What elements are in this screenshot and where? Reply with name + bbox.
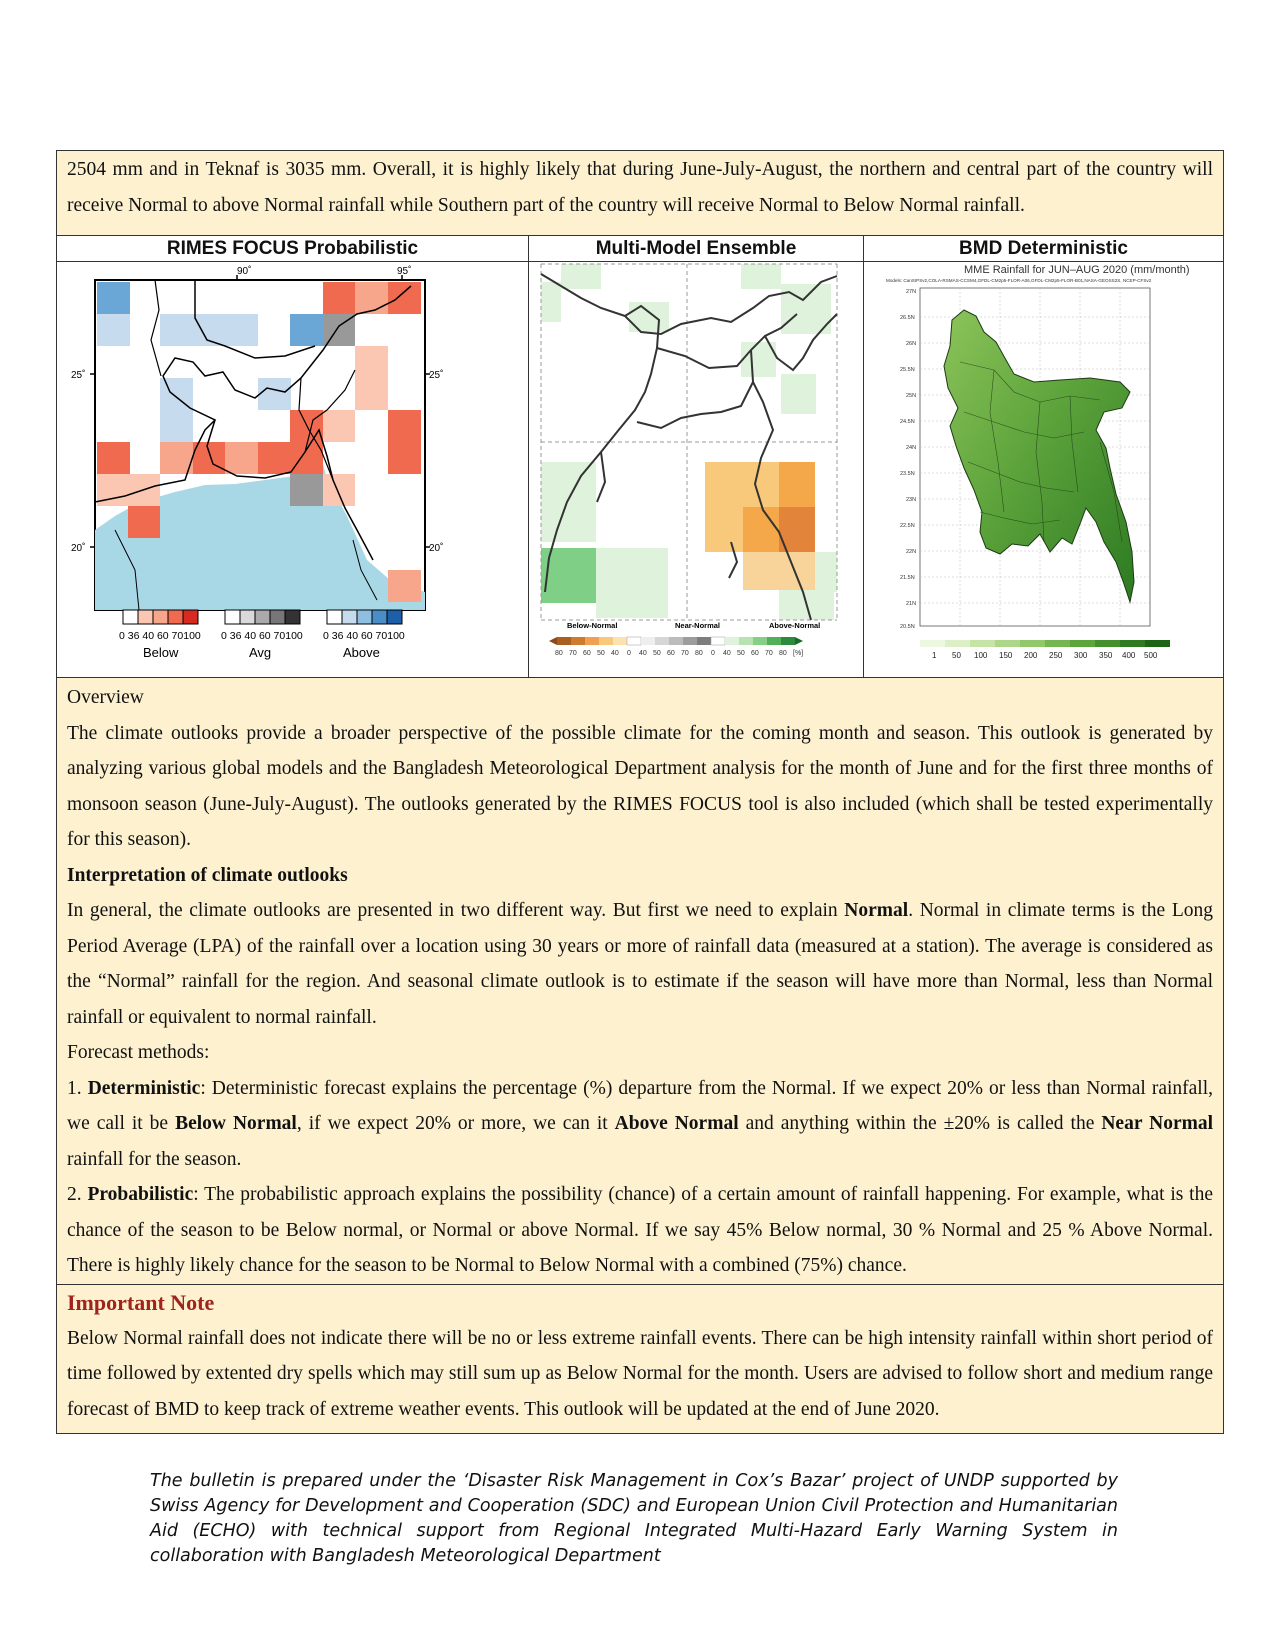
- mme-tick-4: 40: [611, 650, 619, 657]
- interpretation-heading: Interpretation of climate outlooks: [67, 864, 348, 886]
- footer-credits: The bulletin is prepared under the ‘Disaster Risk Management in Cox’s Bazar’ project of UNDP supported by Swiss Agency for Development and Cooperation (SDC) and European Union Civil Protection and Humanitarian Aid (ECHO) with technical support from Regional Integrated Multi-Hazard Early Warning System in collaboration with Bangladesh Meteorological Department: [150, 1471, 1118, 1566]
- bmd-lat-0: 27N: [906, 289, 917, 295]
- rimes-lon-label-90: 90˚: [237, 266, 252, 277]
- bmd-panel: [864, 236, 1223, 677]
- explanation-section: [57, 678, 1223, 1285]
- bmd-chart-title: MME Rainfall for JUN–AUG 2020 (mm/month): [964, 264, 1190, 276]
- bmd-title: BMD Deterministic: [864, 236, 1223, 262]
- mme-tick-11: 0: [711, 650, 715, 657]
- bmd-lat-6: 24N: [906, 445, 917, 451]
- mme-tick-17: [%]: [793, 650, 804, 657]
- rimes-lat-label-20-left: 20˚: [71, 543, 86, 554]
- rimes-legend-avg: Avg: [249, 645, 272, 660]
- interpretation-text: In general, the climate outlooks are presented in two different way. But first we need to explain Normal. Normal in climate terms is the Long Period Average (LPA) of the rainfall over a location using 30 years or more of rainfall data (measured at a station). The average is considered as the “Normal” rainfall for the region. And seasonal climate outlook is to estimate if the season will have more than Normal, less than Normal rainfall or equivalent to normal rainfall.: [67, 900, 1214, 1028]
- rimes-legend-ticks-avg: 0 36 40 60 70100: [221, 630, 303, 642]
- bmd-lat-1: 26.5N: [900, 315, 915, 321]
- bmd-tick-7: 350: [1099, 651, 1113, 660]
- bmd-lat-9: 22.5N: [900, 523, 915, 529]
- rimes-legend-ticks-above: 0 36 40 60 70100: [323, 630, 405, 642]
- mme-tick-10: 80: [695, 650, 703, 657]
- mme-tick-13: 50: [737, 650, 745, 657]
- mme-tick-9: 70: [681, 650, 689, 657]
- important-note-text: Below Normal rainfall does not indicate there will be no or less extreme rainfall events. There can be high intensity rainfall within short period of time followed by extented dry spells which may still sum up as Below Normal for the month. Users are advised to follow short and medium range forecast of BMD to keep track of extreme weather events. This outlook will be updated at the end of June 2020.: [67, 1327, 1213, 1420]
- rimes-legend: [119, 610, 405, 660]
- bmd-tick-1: 50: [952, 651, 961, 660]
- bmd-lat-13: 20.5N: [900, 624, 915, 630]
- mme-title: Multi-Model Ensemble: [529, 236, 863, 262]
- bmd-tick-4: 200: [1024, 651, 1038, 660]
- rimes-map: [57, 262, 527, 677]
- bmd-lat-8: 23N: [906, 497, 917, 503]
- mme-tick-7: 50: [653, 650, 661, 657]
- mme-tick-12: 40: [723, 650, 731, 657]
- bmd-lat-10: 22N: [906, 549, 917, 555]
- mme-tick-15: 70: [765, 650, 773, 657]
- mme-tick-16: 80: [779, 650, 787, 657]
- mme-tick-5: 0: [627, 650, 631, 657]
- bmd-tick-6: 300: [1074, 651, 1088, 660]
- important-note-section: [57, 1285, 1223, 1434]
- rimes-lon-label-95: 95˚: [397, 266, 412, 277]
- intro-text: 2504 mm and in Teknaf is 3035 mm. Overall, it is highly likely that during June-July-August, the northern and central part of the country will receive Normal to above Normal rainfall while Southern part of the country will receive Normal to Below Normal rainfall.: [67, 159, 1213, 216]
- bmd-lat-5: 24.5N: [900, 419, 915, 425]
- mme-tick-14: 60: [751, 650, 759, 657]
- methods-heading: Forecast methods:: [67, 1042, 210, 1063]
- mme-panel: [529, 236, 864, 677]
- bmd-tick-2: 100: [974, 651, 988, 660]
- mme-tick-8: 60: [667, 650, 675, 657]
- bmd-lat-4: 25N: [906, 393, 917, 399]
- important-note-heading: Important Note: [67, 1289, 215, 1315]
- overview-heading: Overview: [67, 687, 144, 708]
- method-deterministic: 1. Deterministic: Deterministic forecast explains the percentage (%) departure from the Normal. If we expect 20% or less than Normal rainfall, we call it be Below Normal, if we expect 20% or more, we can it Above Normal and anything within the ±20% is called the Near Normal rainfall for the season.: [67, 1077, 1214, 1170]
- rimes-legend-below: Below: [143, 645, 179, 660]
- rimes-panel: [57, 236, 529, 677]
- bmd-tick-8: 400: [1122, 651, 1136, 660]
- mme-legend-above: Above-Normal: [769, 621, 821, 630]
- bmd-lat-2: 26N: [906, 341, 917, 347]
- mme-tick-6: 40: [639, 650, 647, 657]
- mme-legend: [549, 621, 820, 657]
- rimes-legend-ticks-below: 0 36 40 60 70100: [119, 630, 201, 642]
- mme-legend-near: Near-Normal: [675, 621, 721, 630]
- rimes-lat-label-25-left: 25˚: [71, 370, 86, 381]
- bmd-lat-3: 25.5N: [900, 367, 915, 373]
- rimes-lat-label-25-right: 25˚: [429, 370, 444, 381]
- overview-text: The climate outlooks provide a broader perspective of the possible climate for the coming month and season. This outlook is generated by analyzing various global models and the Bangladesh Meteorological Department analysis for the month of June and for the first three months of monsoon season (June-July-August). The outlooks generated by the RIMES FOCUS tool is also included (which shall be tested experimentally for this season).: [67, 722, 1213, 850]
- bmd-tick-0: 1: [932, 651, 937, 660]
- bmd-lat-12: 21N: [906, 601, 917, 607]
- mme-tick-3: 50: [597, 650, 605, 657]
- bmd-lat-11: 21.5N: [900, 575, 915, 581]
- bmd-tick-9: 500: [1144, 651, 1158, 660]
- bulletin-frame: [56, 150, 1224, 1434]
- mme-map: [529, 262, 862, 677]
- bmd-tick-3: 150: [999, 651, 1013, 660]
- mme-tick-0: 80: [555, 650, 563, 657]
- rimes-legend-above: Above: [343, 645, 380, 660]
- bmd-models-line: Models: CanSIPSv2,COLA-RSMAS-CCSM4,GFDL-CM2p5-FLOR-A06,GFDL-CM2p5-FLOR-B01,NASA-GEOSS2S, NCEP-CFSv2: [886, 278, 1152, 283]
- bmd-lat-7: 23.5N: [900, 471, 915, 477]
- rimes-lat-label-20-right: 20˚: [429, 543, 444, 554]
- normal-term: Normal: [844, 900, 909, 921]
- bmd-map: [864, 262, 1221, 677]
- mme-legend-below: Below-Normal: [567, 621, 618, 630]
- rimes-title: RIMES FOCUS Probabilistic: [57, 236, 528, 262]
- method-probabilistic: 2. Probabilistic: The probabilistic approach explains the possibility (chance) of a certain amount of rainfall happening. For example, what is the chance of the season to be Below normal, or Normal or above Normal. If we say 45% Below normal, 30 % Normal and 25 % Above Normal. There is highly likely chance for the season to be Normal to Below Normal with a combined (75%) chance.: [67, 1184, 1213, 1276]
- bmd-tick-5: 250: [1049, 651, 1063, 660]
- mme-tick-2: 60: [583, 650, 591, 657]
- maps-row: [57, 236, 1223, 678]
- intro-section: [57, 151, 1223, 236]
- mme-tick-1: 70: [569, 650, 577, 657]
